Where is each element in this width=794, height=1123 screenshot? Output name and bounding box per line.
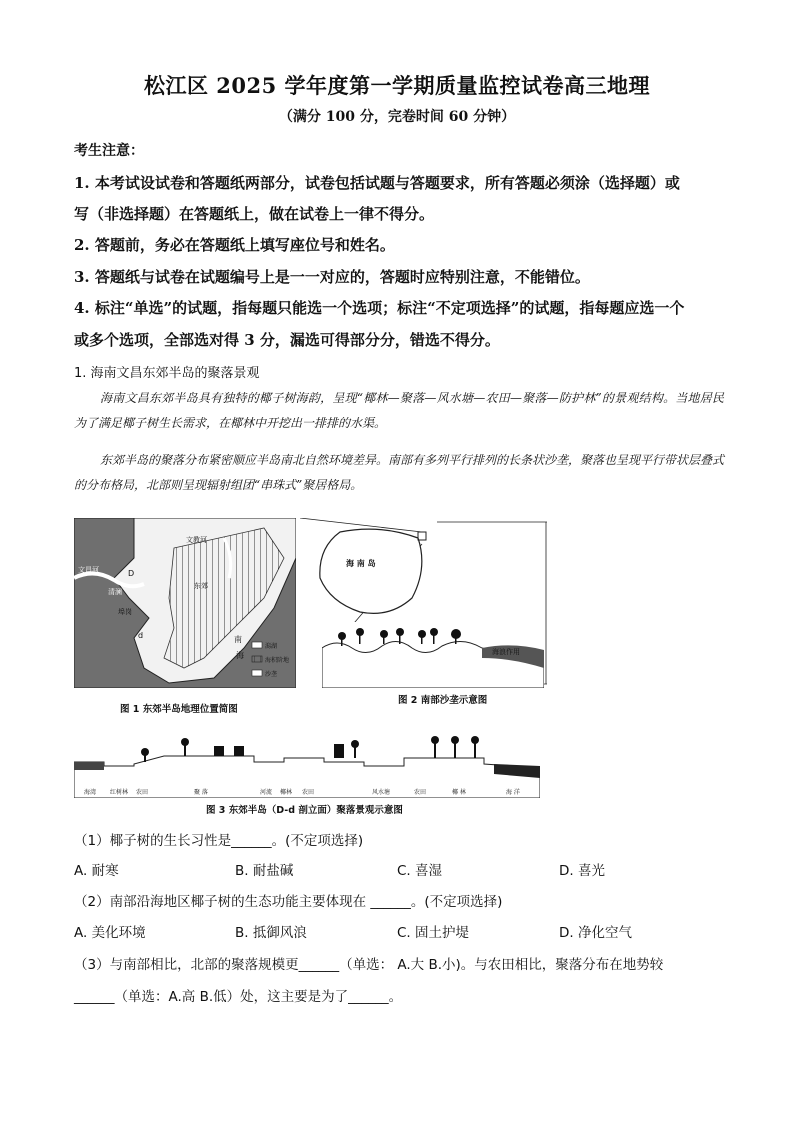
- notice-line: 3. 答题纸与试卷在试题编号上是一一对应的，答题时应特别注意，不能错位。: [74, 268, 590, 286]
- question-stem-continued: ______（单选：A.高 B.低）处，这主要是为了______。: [74, 989, 403, 1005]
- section-title: 1. 海南文昌东郊半岛的聚落景观: [74, 366, 260, 381]
- figure-1-map: [74, 518, 296, 688]
- legend-label: 海积阶地: [265, 657, 290, 664]
- figure-hainan-inset: [300, 518, 440, 622]
- option-c[interactable]: C. 固土护堤: [397, 925, 470, 941]
- zone-label: 海 洋: [506, 789, 520, 796]
- map-label: 海: [236, 651, 244, 660]
- option-b[interactable]: B. 抵御风浪: [235, 925, 307, 941]
- notice-line: 或多个选项，全部选对得 3 分，漏选可得部分分，错选不得分。: [74, 331, 500, 349]
- figure-3-profile: [74, 726, 540, 798]
- notice-line: 2. 答题前，务必在答题纸上填写座位号和姓名。: [74, 236, 395, 254]
- question-stem: （3）与南部相比，北部的聚落规模更______（单选： A.大 B.小)。与农田相比，聚落分布在地势较: [74, 957, 664, 973]
- legend-label: 沙垄: [265, 671, 278, 678]
- question-stem: （2）南部沿海地区椰子树的生态功能主要体现在 ______。(不定项选择): [74, 894, 503, 910]
- option-a[interactable]: A. 耐寒: [74, 863, 119, 879]
- map-label: 文昌河: [78, 566, 99, 574]
- figure-2-caption: 图 2 南部沙垄示意图: [398, 695, 488, 706]
- figure-3-caption: 图 3 东郊半岛（D-d 剖立面）聚落景观示意图: [206, 805, 403, 816]
- zone-label: 农田: [302, 789, 315, 796]
- question-stem: （1）椰子树的生长习性是______。(不定项选择): [74, 833, 364, 849]
- island-label: 海 南 岛: [346, 559, 376, 568]
- page-subtitle: （满分 100 分，完卷时间 60 分钟）: [278, 109, 516, 125]
- option-a[interactable]: A. 美化环境: [74, 925, 146, 941]
- map-label: 文教河: [186, 536, 207, 544]
- legend-label: 潟湖: [265, 643, 278, 650]
- page-title: 松江区 2025 学年度第一学期质量监控试卷高三地理: [143, 73, 651, 98]
- notice-line: 1. 本考试设试卷和答题纸两部分，试卷包括试题与答题要求，所有答题必须涂（选择题）或: [74, 174, 680, 192]
- zone-label: 椰 林: [452, 789, 466, 796]
- figure-1-caption: 图 1 东郊半岛地理位置简图: [120, 704, 238, 715]
- zone-label: 红树林: [110, 789, 129, 796]
- map-label: D: [128, 569, 135, 578]
- notice-line: 写（非选择题）在答题纸上，做在试卷上一律不得分。: [74, 205, 435, 223]
- zone-label: 农田: [136, 789, 149, 796]
- map-label: 埠岗: [118, 608, 132, 616]
- zone-label: 河流: [260, 789, 273, 796]
- map-label: 东郊: [194, 582, 208, 590]
- map-label: 清澜: [108, 588, 122, 596]
- zone-label: 聚 落: [194, 789, 208, 796]
- figure-2-dunes: [322, 618, 544, 688]
- zone-label: 风水塘: [372, 789, 391, 796]
- option-b[interactable]: B. 耐盐碱: [235, 863, 294, 879]
- map-label: d: [138, 631, 144, 640]
- wave-label: 海浪作用: [492, 648, 520, 656]
- option-d[interactable]: D. 喜光: [559, 863, 605, 879]
- map-label: 南: [234, 635, 242, 644]
- notice-heading: 考生注意：: [74, 143, 144, 159]
- option-c[interactable]: C. 喜湿: [397, 863, 443, 879]
- option-d[interactable]: D. 净化空气: [559, 925, 632, 941]
- zone-label: 椰林: [280, 789, 293, 796]
- section-paragraph: 海南文昌东郊半岛具有独特的椰子树海韵，呈现“椰林—聚落—风水塘—农田—聚落—防护林”的景观结构。当地居民为了满足椰子树生长需求，在椰林中开挖出一排排的水渠。: [74, 391, 724, 430]
- section-paragraph: 东郊半岛的聚落分布紧密顺应半岛南北自然环境差异。南部有多列平行排列的长条状沙垄，聚落也呈现平行带状层叠式的分布格局，北部则呈现辐射组团“串珠式”聚居格局。: [74, 453, 725, 492]
- notice-line: 4. 标注“单选”的试题，指每题只能选一个选项；标注“不定项选择”的试题，指每题应选一个: [74, 299, 685, 317]
- zone-label: 农田: [414, 789, 427, 796]
- zone-label: 海湾: [84, 789, 97, 796]
